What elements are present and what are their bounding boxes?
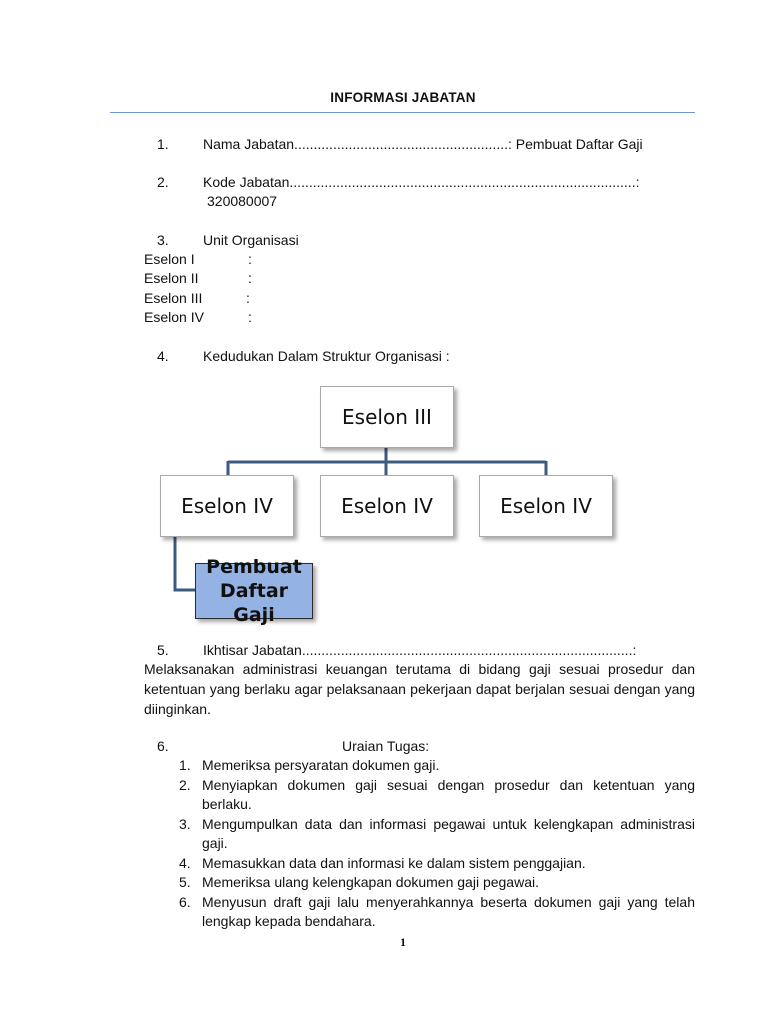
eselon-3-label: Eselon III bbox=[144, 290, 203, 306]
list-item bbox=[179, 873, 695, 893]
eselon-1-colon: : bbox=[248, 251, 252, 267]
document-title: INFORMASI JABATAN bbox=[330, 90, 476, 105]
task-number: 4. bbox=[179, 854, 191, 871]
item-3-number: 3. bbox=[157, 232, 169, 248]
task-list bbox=[179, 756, 695, 932]
task-number: 2. bbox=[179, 776, 191, 793]
item-3-text: Unit Organisasi bbox=[203, 232, 299, 248]
item-4-number: 4. bbox=[157, 348, 169, 364]
eselon-3-colon: : bbox=[246, 290, 250, 306]
eselon-1-label: Eselon I bbox=[144, 251, 195, 267]
task-number: 5. bbox=[179, 874, 191, 890]
org-box-eselon-iii: Eselon III bbox=[320, 386, 454, 448]
task-text: Menyiapkan dokumen gaji sesuai dengan prosedur dan ketentuan yang berlaku. bbox=[202, 776, 695, 812]
item-5-text: Ikhtisar Jabatan.....................................................................................: bbox=[203, 642, 637, 658]
list-item bbox=[179, 815, 695, 854]
task-number: 6. bbox=[179, 893, 191, 910]
eselon-4-label: Eselon IV bbox=[144, 309, 204, 325]
eselon-2-colon: : bbox=[248, 270, 252, 286]
page-number: 1 bbox=[400, 935, 406, 949]
task-number: 1. bbox=[179, 757, 191, 773]
org-box-eselon-iv-right: Eselon IV bbox=[479, 475, 613, 537]
item-1-number: 1. bbox=[157, 136, 169, 152]
eselon-2-label: Eselon II bbox=[144, 270, 199, 286]
highlight-line-1: Pembuat bbox=[206, 556, 302, 578]
eselon-4-colon: : bbox=[248, 309, 252, 325]
org-box-eselon-iv-left: Eselon IV bbox=[160, 475, 294, 537]
item-2-value: 320080007 bbox=[207, 193, 278, 209]
item-2-number: 2. bbox=[157, 174, 169, 190]
item-4-text: Kedudukan Dalam Struktur Organisasi : bbox=[203, 348, 450, 364]
list-item bbox=[179, 776, 695, 815]
item-6-text: Uraian Tugas: bbox=[342, 738, 430, 754]
highlight-line-2: Daftar Gaji bbox=[219, 580, 289, 626]
task-text: Mengumpulkan data dan informasi pegawai untuk kelengkapan administrasi gaji. bbox=[202, 815, 695, 851]
task-number: 3. bbox=[179, 815, 191, 832]
item-5-number: 5. bbox=[157, 642, 169, 658]
task-text: Menyusun draft gaji lalu menyerahkannya beserta dokumen gaji yang telah lengkap kepada bendahara. bbox=[202, 893, 695, 929]
task-text: Memasukkan data dan informasi ke dalam sistem penggajian. bbox=[202, 854, 586, 871]
org-box-eselon-iv-middle: Eselon IV bbox=[320, 475, 454, 537]
org-box-pembuat-daftar-gaji bbox=[195, 556, 313, 626]
task-text: Memeriksa persyaratan dokumen gaji. bbox=[202, 757, 440, 773]
list-item bbox=[179, 854, 695, 874]
task-text: Memeriksa ulang kelengkapan dokumen gaji pegawai. bbox=[202, 874, 539, 890]
list-item bbox=[179, 756, 695, 776]
list-item bbox=[179, 893, 695, 932]
connector-highlight-link bbox=[175, 536, 195, 590]
item-6-number: 6. bbox=[157, 738, 169, 754]
item-1-text: Nama Jabatan.......................................................: Pembuat Daftar Gaji bbox=[203, 136, 643, 152]
item-2-text: Kode Jabatan.........................................................................................: bbox=[203, 174, 640, 190]
item-5-paragraph: Melaksanakan administrasi keuangan terutama di bidang gaji sesuai prosedur dan ketentuan yang berlaku agar pelaksanaan pekerjaan dapat berjalan sesuai dengan yang diinginkan. bbox=[144, 661, 695, 717]
